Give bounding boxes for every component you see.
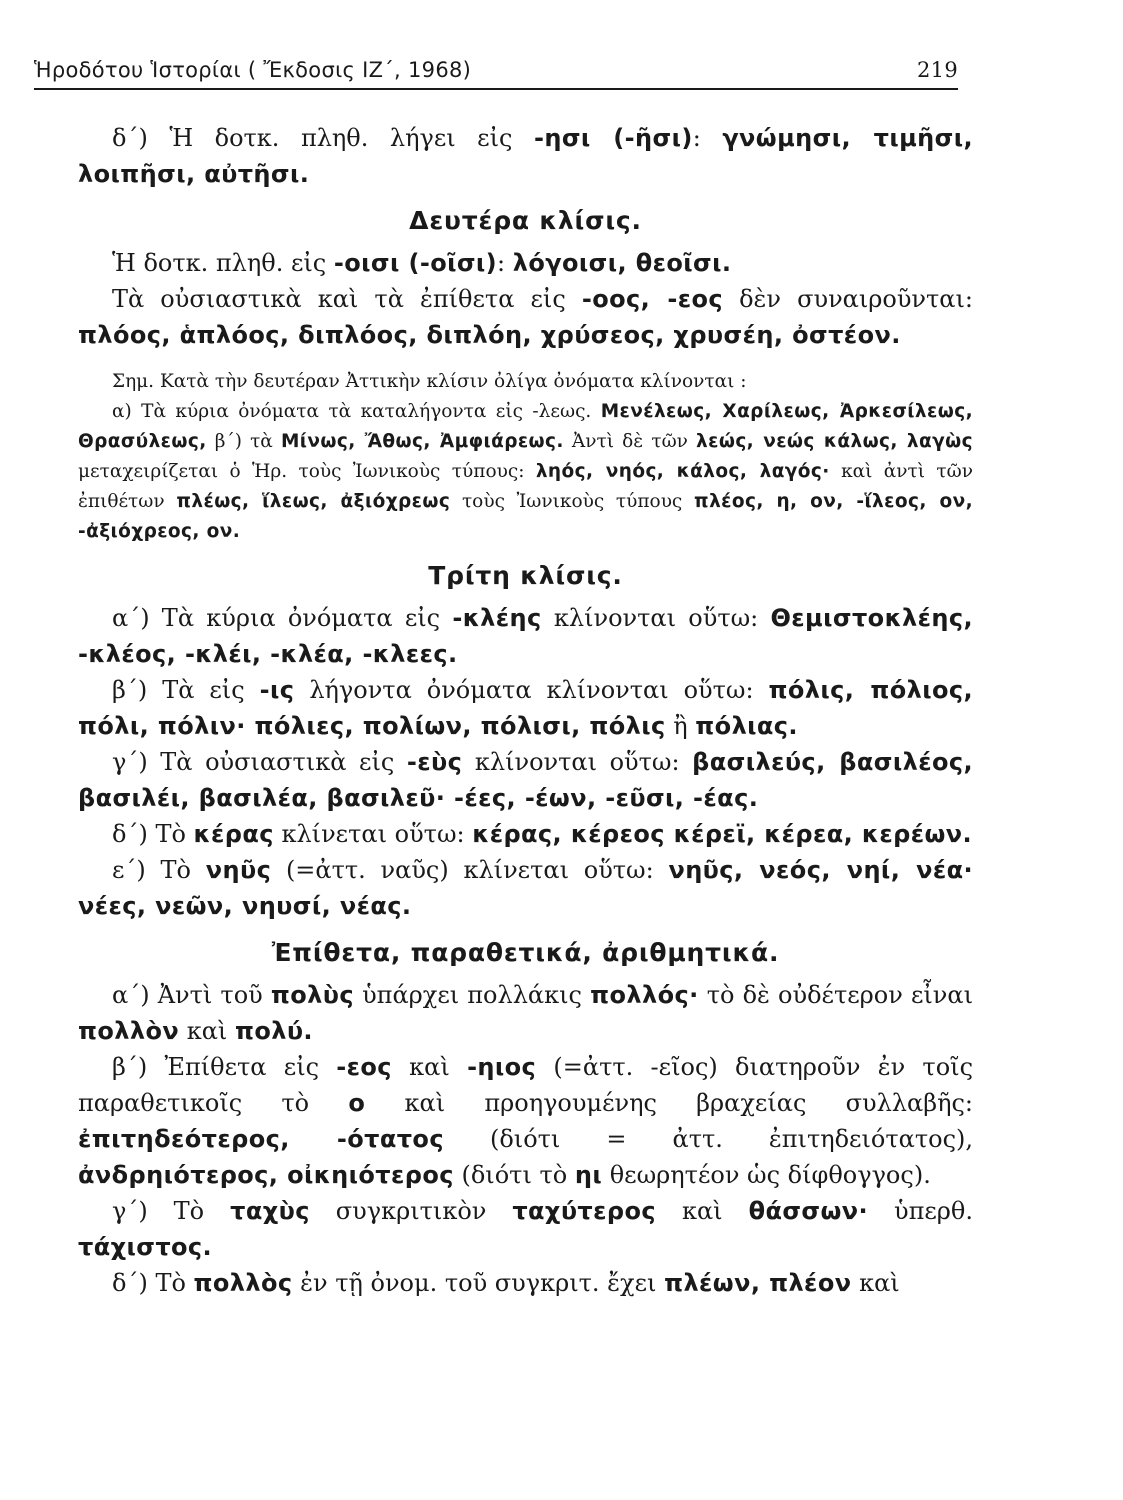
- section-heading: Δευτέρα κλίσις.: [409, 206, 642, 235]
- text-run: καὶ: [656, 1197, 749, 1225]
- text-run: κλίνεται οὕτω:: [273, 820, 473, 848]
- text-run: (διότι = ἀττ. ἐπιτηδειότατος),: [443, 1125, 973, 1153]
- text-run: (=ἀττ. -εῖος) διατηροῦν ἐν τοῖς παραθετικοῖς τὸ: [78, 1053, 974, 1117]
- header-title: Ἡροδότου Ἱστορίαι ( Ἔκδοσις ΙΖ΄, 1968): [34, 58, 472, 82]
- paragraph: [78, 816, 973, 852]
- bold-term: ἐπιτηδεότερος, -ότατος: [78, 1125, 444, 1153]
- paragraph: [78, 672, 973, 744]
- page-body: [78, 120, 973, 1301]
- text-run: καὶ προηγουμένης βραχείας συλλαβῆς:: [365, 1089, 974, 1117]
- text-run: ε΄) Τὸ: [112, 856, 206, 884]
- paragraph: [78, 744, 973, 816]
- bold-term: -ις: [259, 676, 295, 704]
- spacer: [78, 924, 973, 938]
- bold-term: ταχύτερος: [512, 1197, 656, 1225]
- bold-term: κέρας: [193, 820, 274, 848]
- text-run: (διότι τὸ: [453, 1161, 575, 1189]
- paragraph: [78, 977, 973, 1049]
- bold-term: Μενέλεως, Χαρίλεως, Ἀρκεσίλεως, Θρασύλεως,: [78, 401, 973, 452]
- text-run: ὑπερθ.: [868, 1197, 973, 1225]
- bold-term: ἀνδρηιότερος, οἰκηιότερος: [78, 1161, 454, 1189]
- text-run: λήγοντα ὀνόματα κλίνονται οὕτω:: [294, 676, 769, 704]
- bold-term: ταχὺς: [230, 1197, 310, 1225]
- text-run: κλίνονται οὕτω:: [462, 748, 693, 776]
- bold-term: ο: [348, 1089, 366, 1117]
- bold-term: πολλὸς: [193, 1269, 293, 1297]
- bold-term: πολλός·: [590, 981, 699, 1009]
- text-run: δὲν συναιροῦνται:: [723, 285, 974, 313]
- bold-term: πόλις, πόλιος, πόλι, πόλιν· πόλιες, πολίων, πόλισι, πόλις: [78, 676, 974, 740]
- text-run: τοὺς Ἰωνικοὺς τύπους: [450, 491, 695, 512]
- text-run: :: [692, 124, 723, 152]
- bold-term: νηῦς: [205, 856, 272, 884]
- text-run: β΄) Ἐπίθετα εἰς: [112, 1053, 337, 1081]
- bold-term: λόγοισι, θεοῖσι.: [512, 249, 732, 277]
- running-header: [34, 58, 958, 90]
- bold-term: Μίνως, Ἄθως, Ἀμφιάρεως.: [280, 431, 564, 452]
- text-run: Σημ. Κατὰ τὴν δευτέραν Ἀττικὴν κλίσιν ὀλίγα ὀνόματα κλίνονται :: [112, 371, 747, 392]
- text-run: (=ἀττ. ναῦς) κλίνεται οὕτω:: [271, 856, 669, 884]
- text-run: δ΄) Τὸ: [112, 1269, 194, 1297]
- bold-term: -εος: [336, 1053, 392, 1081]
- bold-term: τάχιστος.: [78, 1233, 213, 1261]
- text-run: θεωρητέον ὡς δίφθογγος).: [602, 1161, 931, 1189]
- text-run: καὶ ἀντὶ τῶν ἐπιθέτων: [78, 461, 973, 512]
- text-run: γ΄) Τὸ: [112, 1197, 231, 1225]
- paragraph: [78, 120, 973, 192]
- paragraph: [78, 1049, 973, 1193]
- text-run: α΄) Τὰ κύρια ὀνόματα εἰς: [112, 604, 453, 632]
- bold-term: θάσσων·: [748, 1197, 869, 1225]
- text-run: γ΄) Τὰ οὐσιαστικὰ εἰς: [112, 748, 407, 776]
- spacer: [78, 192, 973, 206]
- section-heading: Τρίτη κλίσις.: [428, 561, 623, 590]
- text-run: δ΄) Ἡ δοτκ. πληθ. λήγει εἰς: [112, 124, 534, 152]
- text-run: α΄) Ἀντὶ τοῦ: [112, 981, 271, 1009]
- paragraph: [78, 1265, 973, 1301]
- text-run: τὸ δὲ οὐδέτερον εἶναι: [698, 981, 973, 1009]
- paragraph: [78, 281, 973, 353]
- text-run: μεταχειρίζεται ὁ Ἡρ. τοὺς Ἰωνικοὺς τύπους:: [78, 461, 536, 482]
- text-run: Τὰ οὐσιαστικὰ καὶ τὰ ἐπίθετα εἰς: [112, 285, 582, 313]
- page-number: 219: [917, 58, 958, 82]
- bold-term: -ηιος: [467, 1053, 537, 1081]
- bold-term: -εὺς: [406, 748, 463, 776]
- bold-term: -κλέης: [452, 604, 542, 632]
- bold-term: κέρας, κέρεος κέρεϊ, κέρεα, κερέων.: [472, 820, 973, 848]
- text-run: ὑπάρχει πολλάκις: [353, 981, 591, 1009]
- paragraph: [78, 852, 973, 924]
- text-run: β΄) τὰ: [206, 431, 281, 452]
- spacer: [78, 353, 973, 367]
- text-run: καὶ: [851, 1269, 900, 1297]
- bold-term: πλέως, ἵλεως, ἀξιόχρεως: [176, 491, 451, 512]
- section-heading: Ἐπίθετα, παραθετικά, ἀριθμητικά.: [271, 938, 780, 967]
- bold-term: ληός, νηός, κάλος, λαγός·: [535, 461, 830, 482]
- text-run: καὶ: [179, 1017, 235, 1045]
- text-run: ἢ: [665, 712, 696, 740]
- bold-term: πολὺς: [270, 981, 354, 1009]
- bold-term: πλόος, ἁπλόος, διπλόος, διπλόη, χρύσεος, χρυσέη, ὀστέον.: [78, 321, 901, 349]
- note-paragraph: [78, 367, 973, 397]
- bold-term: Θεμιστοκλέης, -κλέος, -κλέι, -κλέα, -κλεες.: [78, 604, 973, 668]
- text-run: συγκριτικὸν: [309, 1197, 513, 1225]
- text-run: ἐν τῇ ὀνομ. τοῦ συγκριτ. ἔχει: [292, 1269, 665, 1297]
- bold-term: -οισι (-οῖσι): [333, 249, 498, 277]
- bold-term: γνώμησι, τιμῆσι, λοιπῆσι, αὐτῆσι.: [78, 124, 973, 188]
- paragraph: [78, 1193, 973, 1265]
- paragraph: [78, 245, 973, 281]
- text-run: κλίνονται οὕτω:: [541, 604, 771, 632]
- bold-term: πολύ.: [234, 1017, 313, 1045]
- spacer: [78, 547, 973, 561]
- bold-term: πόλιας.: [695, 712, 798, 740]
- text-run: δ΄) Τὸ: [112, 820, 194, 848]
- text-run: Ἡ δοτκ. πληθ. εἰς: [112, 249, 334, 277]
- note-paragraph: [78, 397, 973, 547]
- bold-term: βασιλεύς, βασιλέος, βασιλέι, βασιλέα, βασιλεῦ· -έες, -έων, -εῦσι, -έας.: [78, 748, 973, 812]
- text-run: :: [497, 249, 513, 277]
- bold-term: -οος, -εος: [581, 285, 724, 313]
- text-run: β΄) Τὰ εἰς: [112, 676, 260, 704]
- bold-term: ηι: [574, 1161, 603, 1189]
- bold-term: πολλὸν: [78, 1017, 180, 1045]
- bold-term: πλέος, η, ον, -ἵλεος, ον, -ἀξιόχρεος, ον.: [78, 491, 973, 542]
- text-run: α) Τὰ κύρια ὀνόματα τὰ καταλήγοντα εἰς -λεως.: [112, 401, 601, 422]
- text-run: καὶ: [391, 1053, 468, 1081]
- bold-term: λεώς, νεώς κάλως, λαγὼς: [696, 431, 973, 452]
- bold-term: νηῦς, νεός, νηί, νέα· νέες, νεῶν, νηυσί, νέας.: [78, 856, 973, 920]
- text-run: Ἀντὶ δὲ τῶν: [563, 431, 697, 452]
- paragraph: [78, 600, 973, 672]
- bold-term: -ησι (-ῆσι): [533, 124, 693, 152]
- bold-term: πλέων, πλέον: [664, 1269, 852, 1297]
